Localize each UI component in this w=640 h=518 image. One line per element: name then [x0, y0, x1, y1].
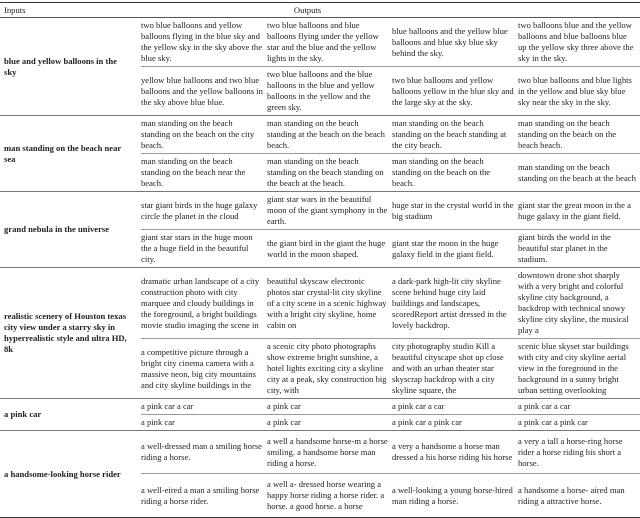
output-cell: a scenic city photo photographs show extreme bright sunshine, a hotel lights exciting city a skyline city at a peak, sky construction big city, with	[267, 339, 392, 399]
output-cell: giant birds the world in the beautiful star planet in the stadium.	[518, 230, 640, 268]
output-cell: dramatic urban landscape of a city construction photo with city marquee and cloudy buildings in the foreground, a bright buildings movie studio imaging the scene in	[141, 268, 267, 339]
output-cell: a pink car a car	[518, 399, 640, 415]
table-row	[0, 18, 640, 67]
input-prompt: man standing on the beach near sea	[0, 116, 141, 192]
output-cell: two blue balloons and yellow balloons yellow in the blue sky and the large sky at the sky.	[392, 67, 518, 116]
output-cell: a well a handsome horse-m a horse smiling. a handsome horse man riding a horse.	[267, 431, 392, 474]
output-cell: man standing on the beach standing on the beach standing at the city beach.	[392, 116, 518, 154]
input-prompt: blue and yellow balloons in the sky	[0, 18, 141, 116]
output-cell: huge star in the crystal world in the big stadium	[392, 192, 518, 230]
output-cell: scenic blue skyset star buildings with city and city skyline aerial view in the foreground in the background in a sunny bright urban setting overlooking	[518, 339, 640, 399]
table-row	[0, 268, 640, 339]
output-cell: a handsome a horse- aired man riding a attractive horse.	[518, 474, 640, 518]
output-cell: a very a handsome a horse man dressed a his horse riding his horse	[392, 431, 518, 474]
output-cell: a pink car a car	[141, 399, 267, 415]
input-prompt: a handsome-looking horse rider	[0, 431, 141, 518]
output-cell: man standing on the beach standing on the beach near the beach.	[141, 154, 267, 192]
output-cell: two blue balloons and yellow balloons flying in the blue sky and the yellow sky in the sky above the blue sky.	[141, 18, 267, 67]
input-prompt: grand nebula in the universe	[0, 192, 141, 268]
output-cell: a dark-park high-lit city skyline scene behind huge city laid buildings and landscapes, scoredReport artist dressed in the lovely backdrop.	[392, 268, 518, 339]
input-prompt: realistic scenery of Houston texas city view under a starry sky in hyperrealistic style and ultra HD, 8k	[0, 268, 141, 399]
table-row	[0, 116, 640, 154]
output-cell: man standing on the beach standing on the beach on the beach.	[392, 154, 518, 192]
table-row	[0, 399, 640, 415]
output-cell: a very a tall a horse-ring horse rider a horse riding his short a horse.	[518, 431, 640, 474]
output-cell: a pink car a pink car	[518, 415, 640, 431]
outputs-header: Outputs	[141, 3, 640, 18]
output-cell: two balloons blue and the yellow balloons and blue balloons blue up the yellow sky three above the sky in the sky.	[518, 18, 640, 67]
output-cell: blue balloons and the yellow blue balloons and blue sky blue sky behind the sky.	[392, 18, 518, 67]
inputs-header: Inputs	[0, 3, 141, 18]
output-cell: a competitive picture through a bright city cinema camera with a massive neon, big city mountains and city skyline buildings in the	[141, 339, 267, 399]
output-cell: two blue balloons and blue lights in the yellow and blue sky blue sky near the sky in the sky.	[518, 67, 640, 116]
output-cell: two blue balloons and the blue balloons in the blue and yellow balloons in the yellow and the green sky.	[267, 67, 392, 116]
output-cell: a pink car a car	[392, 399, 518, 415]
output-cell: man standing on the beach standing on the beach at the beach	[518, 154, 640, 192]
output-cell: the giant bird in the giant the huge world in the moon shaped.	[267, 230, 392, 268]
output-cell: two blue balloons and blue balloons flying under the yellow star and the blue and the yellow lights in the sky.	[267, 18, 392, 67]
output-cell: star giant birds in the huge galaxy circle the planet in the cloud	[141, 192, 267, 230]
table-row	[0, 192, 640, 230]
output-cell: man standing on the beach standing on the beach standing on the beach at the beach.	[267, 154, 392, 192]
output-cell: giant star stars in the huge moon the a huge field in the beautiful city.	[141, 230, 267, 268]
results-table	[0, 2, 640, 518]
output-cell: giant star the great moon in the a huge galaxy in the giant field.	[518, 192, 640, 230]
output-cell: a pink car	[267, 415, 392, 431]
output-cell: downtown drone shot sharply with a very bright and colorful skyline city background, a backdrop with technical snowy skyline city skyline, the musical play a	[518, 268, 640, 339]
output-cell: a well a- dressed horse wearing a happy horse riding a horse rider. a horse. a good horse. a horse	[267, 474, 392, 518]
output-cell: a pink car	[141, 415, 267, 431]
output-cell: a pink car a pink car	[392, 415, 518, 431]
output-cell: giant star wars in the beautiful moon of the giant symphony in the earth.	[267, 192, 392, 230]
output-cell: city photography studio Kill a beautiful cityscape shot up close and with an urban theater star skyscrap backdrop with a city skyline square, the	[392, 339, 518, 399]
output-cell: man standing on the beach standing on the beach on the beach beach.	[518, 116, 640, 154]
output-cell: beautiful skyscaw electronic photos star crystal-lit city skyline of a city scene in a scenic highway with a bright city skyline, home cabin on	[267, 268, 392, 339]
output-cell: a well-eired a man a smiling horse riding a horse rider.	[141, 474, 267, 518]
output-cell: man standing on the beach standing at the beach on the beach beach.	[267, 116, 392, 154]
output-cell: man standing on the beach standing on the beach on the city beach.	[141, 116, 267, 154]
output-cell: yellow blue balloons and two blue balloons and the yellow balloons in the sky above blue blue.	[141, 67, 267, 116]
input-prompt: a pink car	[0, 399, 141, 431]
output-cell: a well-looking a young horse-hired man riding a horse.	[392, 474, 518, 518]
output-cell: giant star the moon in the huge galaxy field in the giant field.	[392, 230, 518, 268]
table-header-row	[0, 3, 640, 18]
output-cell: a well-dressed man a smiling horse riding a horse.	[141, 431, 267, 474]
output-cell: a pink car	[267, 399, 392, 415]
